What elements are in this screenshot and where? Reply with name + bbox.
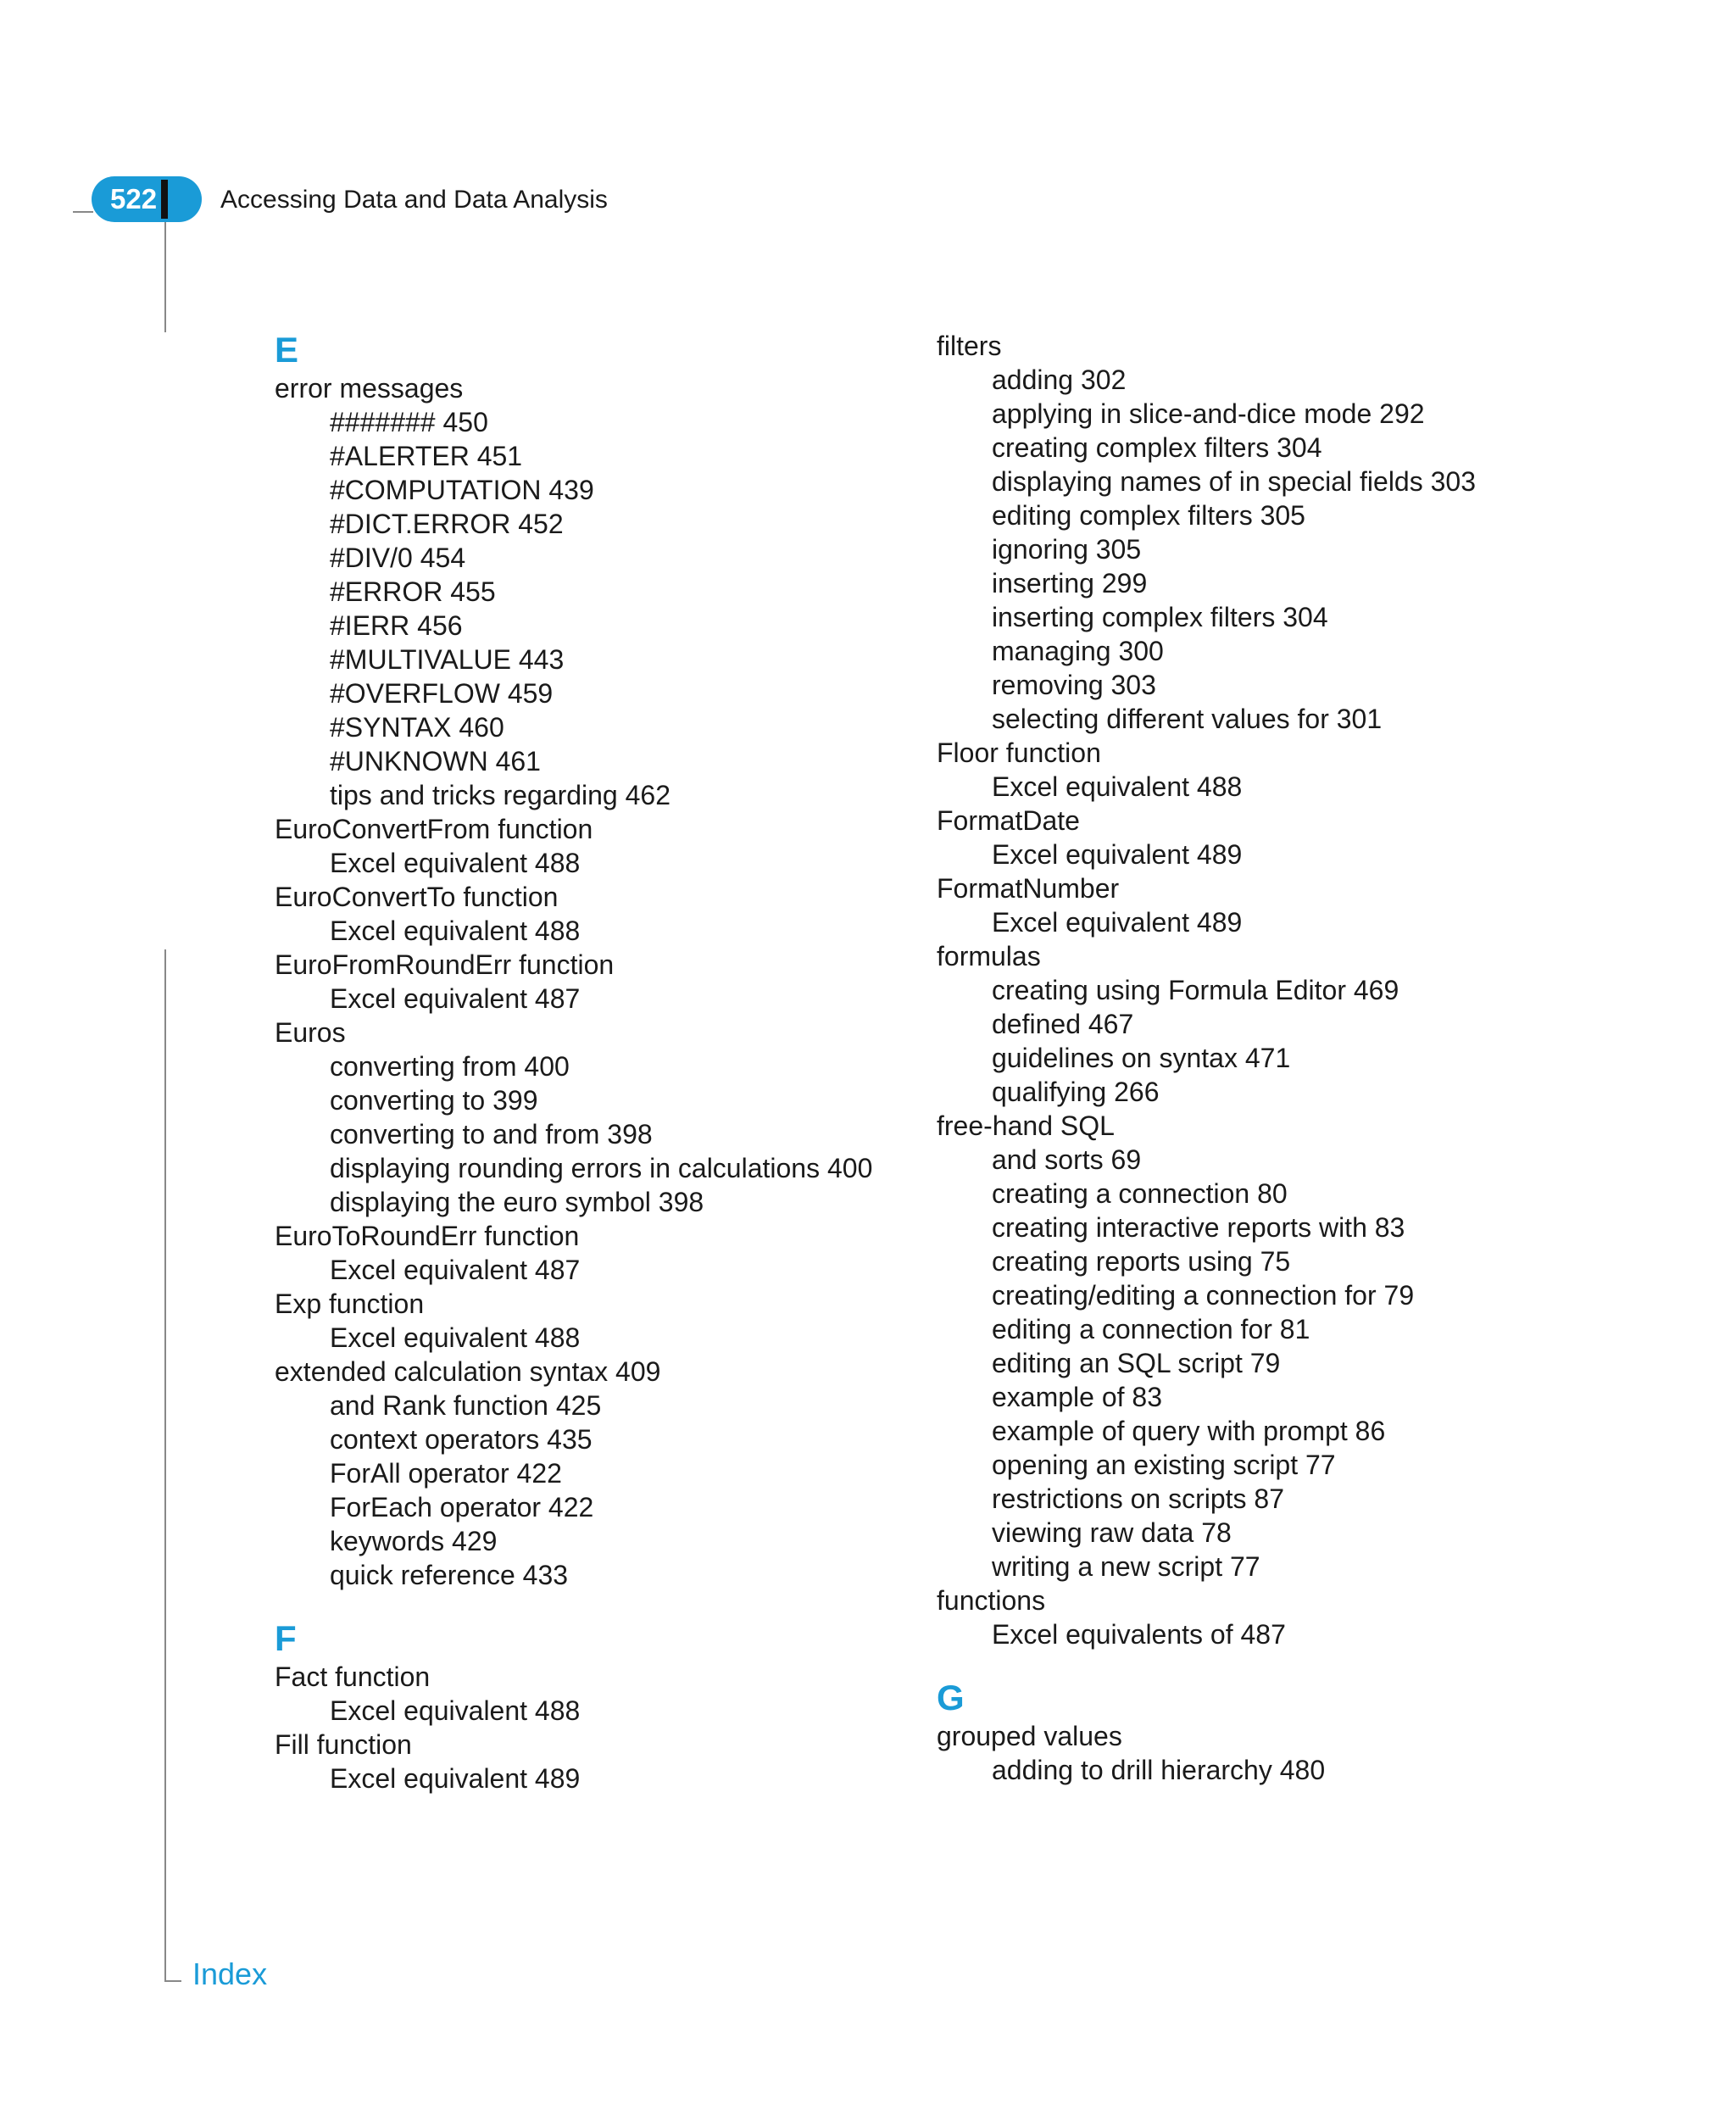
index-subentry: writing a new script 77: [992, 1551, 1260, 1582]
index-subentry: tips and tricks regarding 462: [330, 780, 670, 810]
index-subentry: #DIV/0 454: [330, 543, 466, 573]
index-entry: EuroConvertFrom function: [275, 814, 593, 844]
index-entry: filters: [937, 331, 1002, 361]
index-subentry: Excel equivalent 489: [330, 1763, 581, 1794]
index-subentry: converting from 400: [330, 1051, 570, 1082]
index-entry: FormatDate: [937, 805, 1080, 836]
index-column-left: [275, 329, 902, 1795]
page-number-bar: [161, 180, 168, 219]
index-subentry: converting to and from 398: [330, 1119, 653, 1149]
index-subentry: applying in slice-and-dice mode 292: [992, 398, 1425, 429]
index-subentry: creating using Formula Editor 469: [992, 975, 1399, 1005]
index-letter-heading: E: [275, 330, 299, 370]
index-entry: functions: [937, 1585, 1046, 1616]
index-subentry: and Rank function 425: [330, 1390, 602, 1421]
index-subentry: Excel equivalent 489: [992, 907, 1243, 938]
index-subentry: creating reports using 75: [992, 1246, 1291, 1277]
index-entry: formulas: [937, 941, 1041, 971]
index-subentry: adding 302: [992, 365, 1127, 395]
index-subentry: #SYNTAX 460: [330, 712, 504, 743]
index-subentry: converting to 399: [330, 1085, 538, 1116]
header-rule: [73, 211, 93, 213]
index-subentry: displaying names of in special fields 303: [992, 466, 1476, 497]
index-subentry: quick reference 433: [330, 1560, 569, 1590]
index-entry: Fact function: [275, 1661, 431, 1692]
section-label: Index: [192, 1956, 268, 1991]
index-subentry: inserting 299: [992, 568, 1148, 598]
index-entry: extended calculation syntax 409: [275, 1356, 661, 1387]
index-subentry: Excel equivalent 488: [330, 848, 581, 878]
index-subentry: adding to drill hierarchy 480: [992, 1755, 1326, 1785]
index-subentry: ####### 450: [330, 407, 488, 437]
index-subentry: managing 300: [992, 636, 1164, 666]
index-subentry: guidelines on syntax 471: [992, 1043, 1291, 1073]
index-entry: grouped values: [937, 1721, 1122, 1751]
index-subentry: #DICT.ERROR 452: [330, 509, 564, 539]
index-subentry: #COMPUTATION 439: [330, 475, 594, 505]
side-rule-top: [164, 222, 166, 332]
index-subentry: editing an SQL script 79: [992, 1348, 1281, 1378]
index-entry: Floor function: [937, 738, 1101, 768]
index-subentry: restrictions on scripts 87: [992, 1483, 1285, 1514]
index-subentry: viewing raw data 78: [992, 1517, 1232, 1548]
index-subentry: #IERR 456: [330, 610, 463, 641]
index-subentry: ForEach operator 422: [330, 1492, 594, 1522]
index-subentry: and sorts 69: [992, 1144, 1142, 1175]
index-subentry: example of 83: [992, 1382, 1163, 1412]
index-subentry: Excel equivalents of 487: [992, 1619, 1286, 1650]
index-subentry: #ERROR 455: [330, 576, 496, 607]
page-number: 522: [110, 183, 158, 214]
index-subentry: removing 303: [992, 670, 1156, 700]
index-subentry: Excel equivalent 487: [330, 983, 581, 1014]
index-entry: EuroFromRoundErr function: [275, 949, 615, 980]
index-subentry: context operators 435: [330, 1424, 593, 1455]
index-subentry: editing a connection for 81: [992, 1314, 1310, 1344]
index-letter-heading: G: [937, 1678, 965, 1717]
index-entry: Euros: [275, 1017, 346, 1048]
index-entry: free-hand SQL: [937, 1110, 1115, 1141]
index-subentry: example of query with prompt 86: [992, 1416, 1386, 1446]
index-subentry: opening an existing script 77: [992, 1450, 1336, 1480]
index-letter-heading: F: [275, 1618, 297, 1658]
index-subentry: qualifying 266: [992, 1077, 1160, 1107]
index-entry: EuroToRoundErr function: [275, 1221, 580, 1251]
index-entry: EuroConvertTo function: [275, 882, 559, 912]
index-subentry: Excel equivalent 488: [330, 1322, 581, 1353]
index-subentry: creating interactive reports with 83: [992, 1212, 1405, 1243]
side-rule-foot: [164, 1980, 181, 1982]
index-subentry: creating a connection 80: [992, 1178, 1288, 1209]
index-subentry: Excel equivalent 489: [992, 839, 1243, 870]
index-subentry: #UNKNOWN 461: [330, 746, 541, 776]
index-subentry: #MULTIVALUE 443: [330, 644, 565, 675]
index-entry: Fill function: [275, 1729, 412, 1760]
index-subentry: creating complex filters 304: [992, 432, 1322, 463]
index-subentry: inserting complex filters 304: [992, 602, 1328, 632]
index-subentry: displaying the euro symbol 398: [330, 1187, 704, 1217]
index-subentry: creating/editing a connection for 79: [992, 1280, 1415, 1311]
index-subentry: keywords 429: [330, 1526, 498, 1556]
index-subentry: displaying rounding errors in calculations 400: [330, 1153, 873, 1183]
index-subentry: Excel equivalent 488: [330, 1695, 581, 1726]
index-subentry: #ALERTER 451: [330, 441, 523, 471]
index-subentry: defined 467: [992, 1009, 1134, 1039]
index-entry: Exp function: [275, 1289, 425, 1319]
index-subentry: #OVERFLOW 459: [330, 678, 554, 709]
index-entry: error messages: [275, 373, 464, 404]
index-subentry: ForAll operator 422: [330, 1458, 562, 1489]
index-subentry: Excel equivalent 488: [992, 771, 1243, 802]
running-head: Accessing Data and Data Analysis: [220, 186, 608, 214]
index-entry: FormatNumber: [937, 873, 1120, 904]
index-subentry: Excel equivalent 488: [330, 916, 581, 946]
index-subentry: editing complex filters 305: [992, 500, 1305, 531]
index-column-right: [937, 329, 1598, 1787]
page-number-badge: [92, 176, 202, 222]
side-rule-bottom: [164, 949, 166, 1982]
index-subentry: ignoring 305: [992, 534, 1142, 565]
index-subentry: Excel equivalent 487: [330, 1255, 581, 1285]
index-subentry: selecting different values for 301: [992, 704, 1383, 734]
